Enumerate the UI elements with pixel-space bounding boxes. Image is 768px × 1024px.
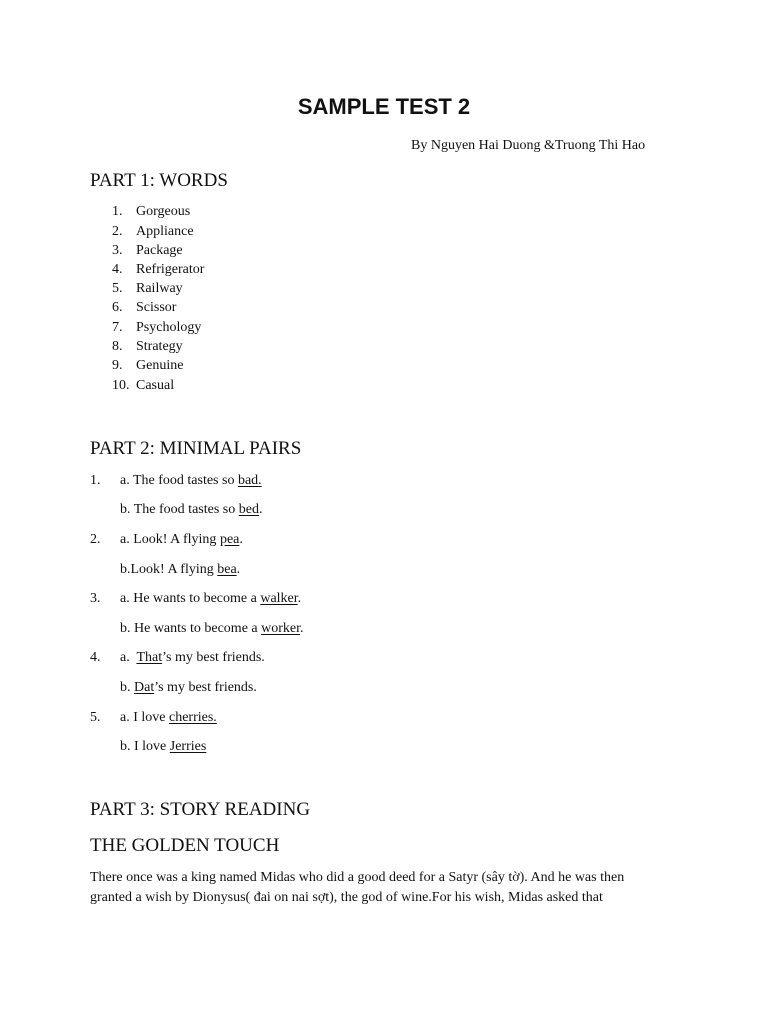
author-byline: By Nguyen Hai Duong &Truong Thi Hao [411,138,646,153]
target-word: That [136,650,163,665]
list-item-number: 1. [112,204,123,219]
part2-heading: PART 2: MINIMAL PAIRS [90,438,302,459]
story-line: There once was a king named Midas who did a good deed for a Satyr (sây tờ). And he was then [90,870,625,885]
pair-sentence-b: b.Look! A flying bea. [120,562,241,577]
pair-sentence-b: b. The food tastes so bed. [120,502,263,517]
target-word: worker [261,621,301,636]
pair-sentence-b: b. He wants to become a worker. [120,621,304,636]
pair-sentence-b: b. Dat’s my best friends. [120,680,257,695]
list-item-word: Genuine [136,358,184,373]
list-item-number: 5. [112,281,123,296]
target-word: pea [219,532,240,547]
story-line: granted a wish by Dionysus( đai on nai sợt), the god of wine.For his wish, Midas asked that [90,890,603,905]
target-word: bed [238,502,259,517]
list-item-word: Railway [136,281,183,296]
pair-sentence-a: a. I love cherries. [120,710,217,725]
pair-number: 3. [90,591,101,606]
list-item-number: 3. [112,243,123,258]
list-item-word: Gorgeous [136,204,191,219]
list-item-number: 9. [112,358,123,373]
list-item-number: 7. [112,320,123,335]
page-title: SAMPLE TEST 2 [297,94,471,119]
pair-sentence-a: a. He wants to become a walker. [120,591,302,606]
target-word: walker [260,591,298,606]
pair-number: 2. [90,532,101,547]
pair-number: 5. [90,710,101,725]
target-word: bad. [237,473,262,488]
pair-number: 4. [90,650,101,665]
list-item-word: Casual [136,378,175,393]
part1-heading: PART 1: WORDS [90,170,228,191]
list-item-word: Refrigerator [136,262,205,277]
list-item-number: 10. [112,378,130,393]
target-word: cherries. [168,710,217,725]
pair-sentence-b: b. I love Jerries [120,739,207,754]
target-word: Jerries [169,739,207,754]
list-item-number: 6. [112,300,123,315]
part3-heading: PART 3: STORY READING [90,799,311,820]
list-item-number: 4. [112,262,123,277]
list-item-number: 8. [112,339,123,354]
list-item-word: Package [136,243,183,258]
target-word: Dat [134,680,155,695]
pair-sentence-a: a. The food tastes so bad. [120,473,262,488]
target-word: bea [217,562,237,577]
list-item-word: Strategy [136,339,183,354]
pair-sentence-a: a. Look! A flying pea. [120,532,243,547]
list-item-word: Appliance [136,224,194,239]
list-item-word: Scissor [136,300,177,315]
pair-number: 1. [90,473,101,488]
list-item-word: Psychology [136,320,202,335]
list-item-number: 2. [112,224,123,239]
pair-sentence-a: a. That’s my best friends. [120,650,265,665]
story-title: THE GOLDEN TOUCH [90,835,280,856]
